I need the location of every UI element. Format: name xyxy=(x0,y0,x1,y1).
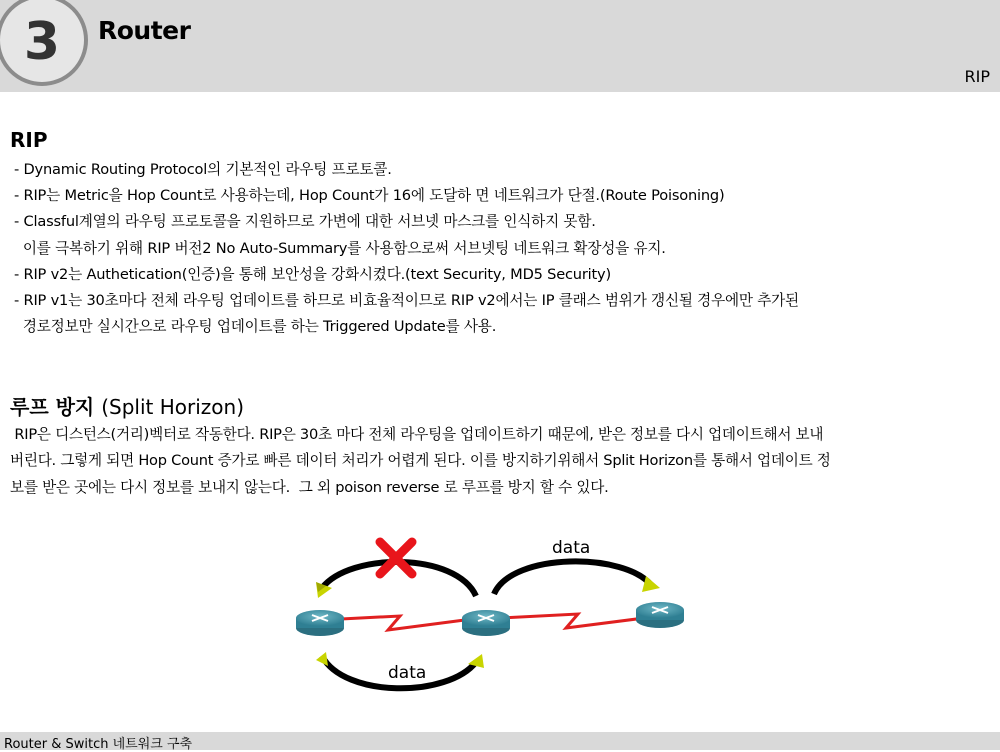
router-icon xyxy=(296,610,344,636)
slide-footer xyxy=(0,732,1000,750)
section-title-split-horizon xyxy=(10,391,244,420)
router-icon xyxy=(462,610,510,636)
data-label-bottom: data xyxy=(388,663,427,683)
chapter-subtitle: RIP xyxy=(964,67,990,86)
update-arrow-right xyxy=(494,561,660,594)
paragraph-line: RIP은 디스턴스(거리)벡터로 작동한다. RIP은 30초 마다 전체 라우팅을 업데이트하기 때문에, 받은 정보를 다시 업데이트해서 보내 xyxy=(10,426,824,443)
bullet-line: - RIP v2는 Authetication(인증)을 통해 보안성을 강화시켰다.(text Security, MD5 Security) xyxy=(14,265,611,283)
blocked-update-arrow xyxy=(316,562,476,598)
slide-header xyxy=(0,0,1000,92)
chapter-badge xyxy=(0,0,88,86)
serial-link-left xyxy=(322,616,480,630)
split-horizon-diagram xyxy=(280,530,720,730)
section-title-rip: RIP xyxy=(10,128,48,152)
bullet-line: - RIP v1는 30초마다 전체 라우팅 업데이트를 하므로 비효율적이므로 RIP v2에서는 IP 클래스 범위가 갱신될 경우에만 추가된 xyxy=(14,292,799,310)
bullet-line: 경로정보만 실시간으로 라우팅 업데이트를 하는 Triggered Update를 사용. xyxy=(14,318,497,336)
bullet-line: - RIP는 Metric을 Hop Count로 사용하는데, Hop Count가 16에 도달하 면 네트워크가 단절.(Route Poisoning) xyxy=(14,187,725,205)
chapter-number: 3 xyxy=(23,12,61,72)
chapter-title: Router xyxy=(98,16,191,45)
bullet-line: - Classful계열의 라우팅 프로토콜을 지원하므로 가변에 대한 서브넷 마스크를 인식하지 못함. xyxy=(14,213,596,231)
bullet-line: - Dynamic Routing Protocol의 기본적인 라우팅 프로토콜. xyxy=(14,161,392,178)
cross-icon xyxy=(380,542,412,574)
bullet-line: 이를 극복하기 위해 RIP 버전2 No Auto-Summary를 사용함으로써 서브넷팅 네트워크 확장성을 유지. xyxy=(14,239,666,257)
footer-text: Router & Switch 네트워크 구축 xyxy=(4,737,193,752)
router-icon xyxy=(636,602,684,628)
rip-bullet-list xyxy=(14,157,994,340)
section-title-bold: 루프 방지 xyxy=(10,395,95,419)
section-title-light: (Split Horizon) xyxy=(101,395,244,419)
paragraph-line: 보를 받은 곳에는 다시 정보를 보내지 않는다. 그 외 poison reverse 로 루프를 방지 할 수 있다. xyxy=(10,478,609,496)
paragraph-line: 버린다. 그렇게 되면 Hop Count 증가로 빠른 데이터 처리가 어렵게 된다. 이를 방지하기위해서 Split Horizon를 통해서 업데이트 정 xyxy=(10,452,831,470)
split-horizon-paragraph xyxy=(10,422,990,501)
data-label-top: data xyxy=(552,538,591,558)
